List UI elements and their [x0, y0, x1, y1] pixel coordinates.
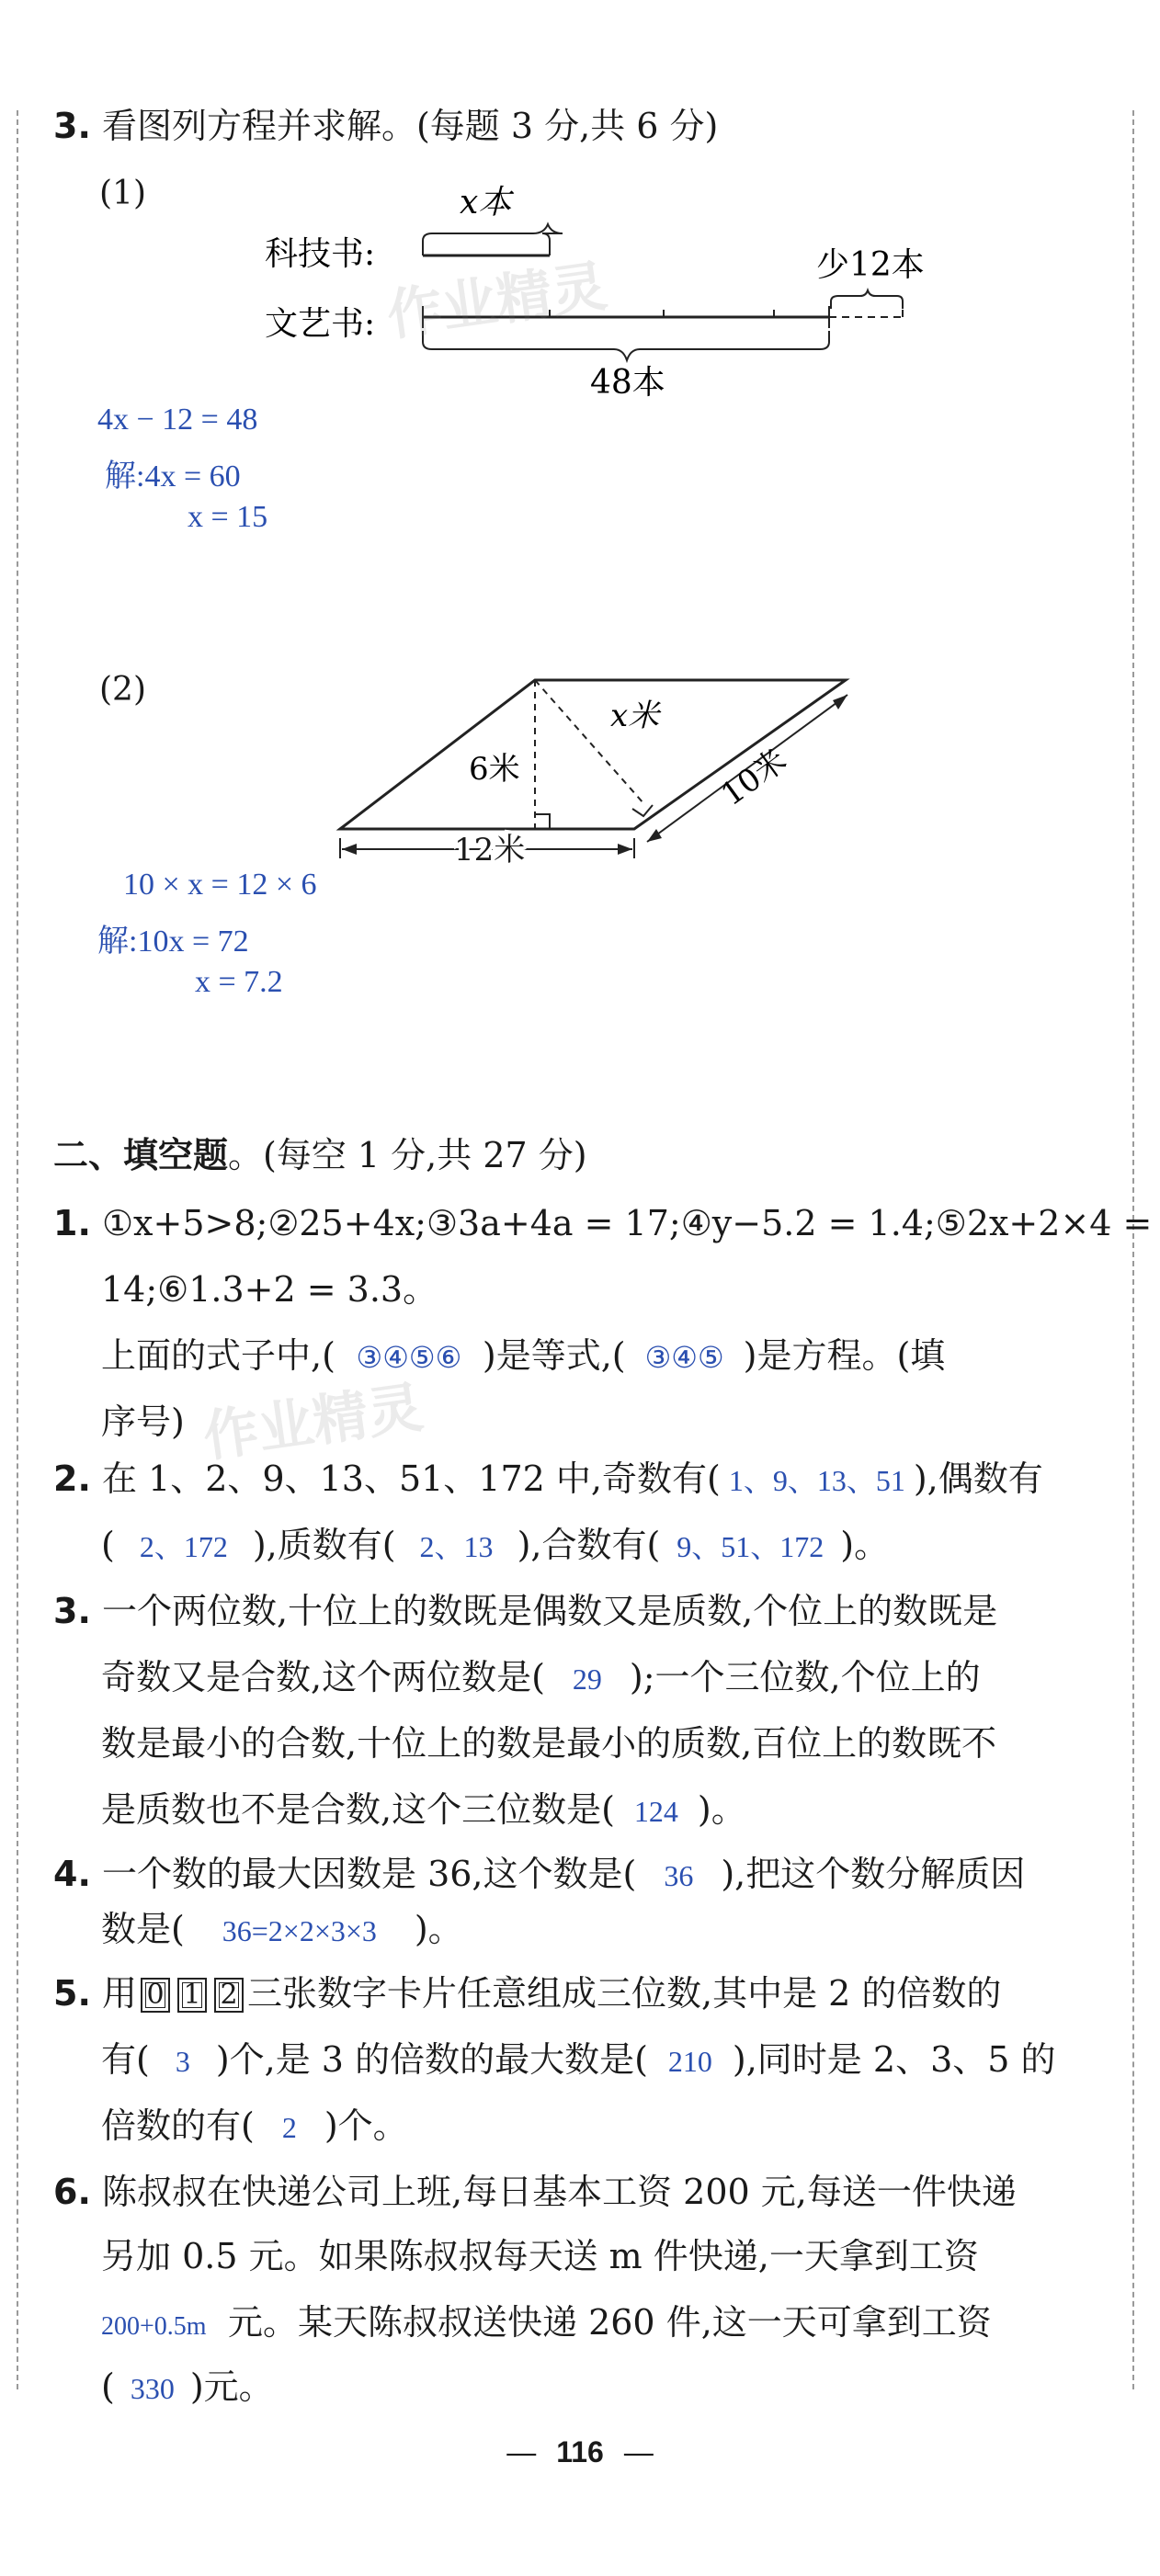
item6-line1: 6. 陈叔叔在快递公司上班,每日基本工资 200 元,每送一件快递: [53, 2172, 1017, 2212]
item5-answer1: 3: [175, 2045, 190, 2078]
q3p2-step: 解:10x = 72: [97, 925, 249, 959]
item6-answer1: 200+0.5m: [101, 2312, 207, 2341]
item3-line4: 是质数也不是合数,这个三位数是( 124 )。: [101, 1787, 746, 1834]
section2-header: 二、填空题。(每空 1 分,共 27 分): [53, 1134, 587, 1175]
item2-answer2: 2、172: [139, 1530, 228, 1563]
item6-line2: 另加 0.5 元。如果陈叔叔每天送 m 件快递,一天拿到工资: [101, 2236, 979, 2276]
item3-answer2: 124: [633, 1795, 678, 1828]
item6-line4: ( 330 )元。: [101, 2364, 274, 2411]
right-dashed-margin: [1132, 110, 1134, 2389]
q3-part1-label: (1): [99, 175, 146, 212]
item3-line1: 3. 一个两位数,十位上的数既是偶数又是质数,个位上的数既是: [53, 1591, 998, 1631]
item4-line1: 4. 一个数的最大因数是 36,这个数是( 36 ),把这个数分解质因: [53, 1851, 1025, 1899]
q3p2-eq: 10 × x = 12 × 6: [123, 868, 317, 902]
side-label: 10米: [714, 742, 794, 814]
item3-line2: 奇数又是合数,这个两位数是( 29 );一个三位数,个位上的: [101, 1654, 981, 1702]
item1-answer1: ③④⑤⑥: [356, 1341, 462, 1374]
q3-part2-label: (2): [99, 671, 146, 709]
item1-line3: 上面的式子中,( ③④⑤⑥ )是等式,( ③④⑤ )是方程。(填: [101, 1333, 945, 1380]
item3-answer1: 29: [572, 1662, 602, 1696]
item3-line3: 数是最小的合数,十位上的数是最小的质数,百位上的数既不: [101, 1723, 997, 1764]
digit-card-2: 2: [214, 1978, 244, 2013]
wenyi-label: 文艺书:: [265, 305, 376, 343]
digit-card-0: 0: [141, 1978, 170, 2013]
q3p1-result: x = 15: [188, 500, 268, 534]
item5-line1: 5. 用 0 1 2 三张数字卡片任意组成三位数,其中是 2 的倍数的: [53, 1973, 1002, 2014]
item5-line2: 有( 3 )个,是 3 的倍数的最大数是( 210 ),同时是 2、3、5 的: [101, 2037, 1056, 2084]
page-number: 116: [556, 2435, 604, 2468]
item5-line3: 倍数的有( 2 )个。: [101, 2103, 408, 2150]
item2-answer3: 2、13: [419, 1530, 494, 1563]
left-dashed-margin: [17, 110, 18, 2389]
q3-header: 3. 看图列方程并求解。(每题 3 分,共 6 分): [53, 106, 719, 146]
height-label: 6米: [469, 751, 520, 788]
item5-answer2: 210: [667, 2045, 712, 2078]
item4-answer1: 36: [664, 1859, 694, 1892]
keji-label: 科技书:: [265, 235, 376, 273]
q3p1-step: 解:4x = 60: [105, 460, 241, 494]
q3p1-eq: 4x − 12 = 48: [97, 403, 258, 437]
digit-card-1: 1: [177, 1978, 207, 2013]
item5-answer3: 2: [281, 2111, 297, 2144]
total-label: 48本: [590, 364, 665, 402]
item2-line1: 2. 在 1、2、9、13、51、172 中,奇数有( 1、9、13、51 ),偶数有: [53, 1456, 1043, 1504]
item6-answer2: 330: [130, 2372, 175, 2405]
item2-answer4: 9、51、172: [677, 1530, 825, 1563]
watermark-top: 作业精灵: [382, 254, 611, 349]
item4-line2: 数是( 36=2×2×3×3 )。: [101, 1906, 463, 1954]
base-label: 12米: [454, 832, 526, 868]
watermark-mid: 作业精灵: [199, 1375, 427, 1470]
item2-answer1: 1、9、13、51: [728, 1464, 905, 1497]
parallelogram-diagram: [0, 625, 1160, 882]
page-footer: — 116 —: [506, 2435, 654, 2468]
bar-diagram: [0, 0, 1160, 423]
item1-answer2: ③④⑤: [644, 1341, 724, 1374]
item2-line2: ( 2、172 ),质数有( 2、13 ),合数有( 9、51、172 )。: [101, 1522, 889, 1570]
item6-line3: 200+0.5m 元。某天陈叔叔送快递 260 件,这一天可拿到工资: [101, 2299, 992, 2350]
item4-answer2: 36=2×2×3×3: [222, 1914, 377, 1947]
shao-label: 少12本: [816, 246, 925, 284]
item1-line4: 序号): [101, 1401, 185, 1442]
item1-line1: 1. ①x+5>8;②25+4x;③3a+4a = 17;④y−5.2 = 1.4;⑤2x+2×4 =: [53, 1203, 1153, 1243]
item1-line2: 14;⑥1.3+2 = 3.3。: [101, 1269, 438, 1310]
x-label-2: x米: [610, 698, 660, 734]
x-label: x本: [460, 184, 512, 221]
q3p2-result: x = 7.2: [195, 965, 283, 999]
